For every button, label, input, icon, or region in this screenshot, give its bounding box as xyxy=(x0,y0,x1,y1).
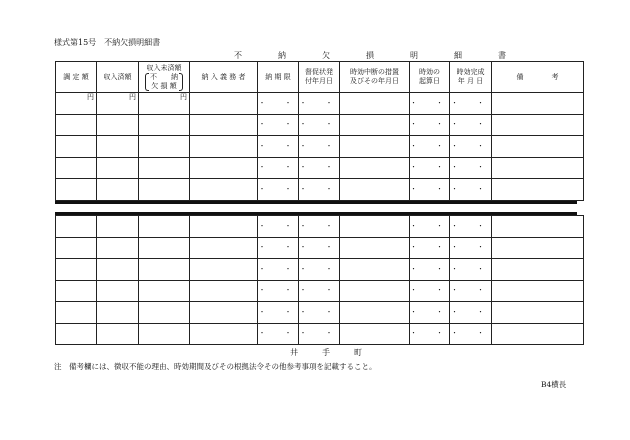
assessed-cell xyxy=(56,302,97,324)
uncollected-cell xyxy=(139,259,190,281)
header-limit-start-line2: 起算日 xyxy=(419,77,440,85)
interruption-cell xyxy=(340,114,410,136)
payer-cell xyxy=(190,93,258,115)
uncollected-cell xyxy=(139,323,190,345)
table-row xyxy=(56,280,584,302)
uncollected-cell xyxy=(139,302,190,324)
payer-cell xyxy=(190,237,258,259)
yen-unit-uncollected: 円 xyxy=(139,93,190,115)
reminder-date-cell: ・ ・ xyxy=(299,179,340,201)
remarks-cell xyxy=(492,259,584,281)
payer-cell xyxy=(190,136,258,158)
due-date-cell: ・ ・ xyxy=(258,216,299,238)
header-interrupt-line1: 時効中断の措置 xyxy=(350,68,399,76)
payer-cell xyxy=(190,259,258,281)
table-row xyxy=(56,157,584,179)
collected-cell xyxy=(97,179,139,201)
remarks-cell xyxy=(492,323,584,345)
assessed-cell xyxy=(56,280,97,302)
reminder-date-cell: ・ ・ xyxy=(299,136,340,158)
reminder-date-cell: ・ ・ xyxy=(299,302,340,324)
footnote: 注 備考欄には、徴収不能の理由、時効期間及びその根拠法令その他参考事項を記載すること。 xyxy=(54,362,377,371)
payer-cell xyxy=(190,280,258,302)
limit-end-cell: ・ ・ xyxy=(450,237,492,259)
uncollected-cell xyxy=(139,136,190,158)
due-date-cell: ・ ・ xyxy=(258,179,299,201)
collected-cell xyxy=(97,302,139,324)
header-uncollected-line2: 不 納 xyxy=(150,72,178,81)
table-row xyxy=(56,179,584,201)
town-name: 井 手 町 xyxy=(290,348,370,357)
collected-cell xyxy=(97,157,139,179)
table-row xyxy=(56,93,584,115)
payer-cell xyxy=(190,114,258,136)
header-limit-start xyxy=(410,62,450,93)
limit-start-cell: ・ ・ xyxy=(410,323,450,345)
assessed-cell xyxy=(56,259,97,281)
assessed-cell xyxy=(56,323,97,345)
header-limit-end-line1: 時効完成 xyxy=(456,68,485,76)
reminder-date-cell: ・ ・ xyxy=(299,280,340,302)
limit-start-cell: ・ ・ xyxy=(410,93,450,115)
limit-start-cell: ・ ・ xyxy=(410,302,450,324)
form-number: 様式第15号 不納欠損明細書 xyxy=(54,38,161,47)
remarks-cell xyxy=(492,157,584,179)
remarks-cell xyxy=(492,136,584,158)
header-interrupt-line2: 及びその年月日 xyxy=(350,77,399,85)
header-remarks: 備 考 xyxy=(492,62,584,93)
uncollected-cell xyxy=(139,157,190,179)
limit-start-cell: ・ ・ xyxy=(410,237,450,259)
limit-start-cell: ・ ・ xyxy=(410,157,450,179)
limit-end-cell: ・ ・ xyxy=(450,216,492,238)
interruption-cell xyxy=(340,302,410,324)
payer-cell xyxy=(190,302,258,324)
header-limit-end-line2: 年 月 日 xyxy=(457,77,484,85)
header-limit-start-line1: 時効の xyxy=(419,68,440,76)
header-reminder-date xyxy=(299,62,340,93)
uncollected-cell xyxy=(139,114,190,136)
collected-cell xyxy=(97,259,139,281)
limit-start-cell: ・ ・ xyxy=(410,216,450,238)
collected-cell xyxy=(97,237,139,259)
due-date-cell: ・ ・ xyxy=(258,302,299,324)
reminder-date-cell: ・ ・ xyxy=(299,93,340,115)
interruption-cell xyxy=(340,216,410,238)
header-interruption xyxy=(340,62,410,93)
due-date-cell: ・ ・ xyxy=(258,323,299,345)
collected-cell xyxy=(97,323,139,345)
payer-cell xyxy=(190,216,258,238)
limit-end-cell: ・ ・ xyxy=(450,259,492,281)
assessed-cell xyxy=(56,237,97,259)
interruption-cell xyxy=(340,136,410,158)
reminder-date-cell: ・ ・ xyxy=(299,237,340,259)
table-row xyxy=(56,302,584,324)
limit-start-cell: ・ ・ xyxy=(410,114,450,136)
payer-cell xyxy=(190,157,258,179)
limit-end-cell: ・ ・ xyxy=(450,157,492,179)
table-row xyxy=(56,323,584,345)
reminder-date-cell: ・ ・ xyxy=(299,323,340,345)
due-date-cell: ・ ・ xyxy=(258,280,299,302)
yen-unit-collected: 円 xyxy=(97,93,139,115)
payer-cell xyxy=(190,323,258,345)
interruption-cell xyxy=(340,179,410,201)
collected-cell xyxy=(97,280,139,302)
section-divider-line xyxy=(55,201,577,204)
uncollected-cell xyxy=(139,216,190,238)
assessed-cell xyxy=(56,114,97,136)
due-date-cell: ・ ・ xyxy=(258,259,299,281)
limit-end-cell: ・ ・ xyxy=(450,179,492,201)
limit-end-cell: ・ ・ xyxy=(450,93,492,115)
assessed-cell xyxy=(56,179,97,201)
limit-start-cell: ・ ・ xyxy=(410,136,450,158)
due-date-cell: ・ ・ xyxy=(258,93,299,115)
header-reminder-line1: 督促状発 xyxy=(305,68,333,76)
table-row xyxy=(56,136,584,158)
collected-cell xyxy=(97,136,139,158)
remarks-cell xyxy=(492,280,584,302)
reminder-date-cell: ・ ・ xyxy=(299,216,340,238)
header-uncollected-bracket xyxy=(145,73,183,91)
assessed-cell xyxy=(56,136,97,158)
header-row xyxy=(56,62,584,93)
assessed-cell xyxy=(56,157,97,179)
limit-start-cell: ・ ・ xyxy=(410,280,450,302)
reminder-date-cell: ・ ・ xyxy=(299,259,340,281)
paper-size-label: B4横長 xyxy=(541,380,567,389)
interruption-cell xyxy=(340,157,410,179)
header-collected: 収入済額 xyxy=(97,62,139,93)
uncollected-cell xyxy=(139,179,190,201)
interruption-cell xyxy=(340,93,410,115)
header-uncollected xyxy=(139,62,190,93)
uncollected-cell xyxy=(139,280,190,302)
interruption-cell xyxy=(340,280,410,302)
reminder-date-cell: ・ ・ xyxy=(299,114,340,136)
deficit-table-top xyxy=(55,61,584,201)
limit-start-cell: ・ ・ xyxy=(410,179,450,201)
reminder-date-cell: ・ ・ xyxy=(299,157,340,179)
limit-end-cell: ・ ・ xyxy=(450,302,492,324)
remarks-cell xyxy=(492,216,584,238)
payer-cell xyxy=(190,179,258,201)
due-date-cell: ・ ・ xyxy=(258,136,299,158)
limit-end-cell: ・ ・ xyxy=(450,136,492,158)
interruption-cell xyxy=(340,237,410,259)
interruption-cell xyxy=(340,323,410,345)
header-uncollected-line1: 収入未済額 xyxy=(146,63,182,72)
table-row xyxy=(56,216,584,238)
header-payer: 納 入 義 務 者 xyxy=(190,62,258,93)
due-date-cell: ・ ・ xyxy=(258,114,299,136)
limit-start-cell: ・ ・ xyxy=(410,259,450,281)
remarks-cell xyxy=(492,93,584,115)
due-date-cell: ・ ・ xyxy=(258,157,299,179)
limit-end-cell: ・ ・ xyxy=(450,114,492,136)
document-title: 不 納 欠 損 明 細 書 xyxy=(234,51,520,60)
table-row xyxy=(56,259,584,281)
table-row xyxy=(56,237,584,259)
table-row xyxy=(56,114,584,136)
remarks-cell xyxy=(492,179,584,201)
header-assessed: 調 定 額 xyxy=(56,62,97,93)
remarks-cell xyxy=(492,114,584,136)
header-reminder-line2: 付年月日 xyxy=(305,77,333,85)
yen-unit-assessed: 円 xyxy=(56,93,97,115)
limit-end-cell: ・ ・ xyxy=(450,280,492,302)
uncollected-cell xyxy=(139,237,190,259)
due-date-cell: ・ ・ xyxy=(258,237,299,259)
remarks-cell xyxy=(492,237,584,259)
collected-cell xyxy=(97,216,139,238)
header-due-date: 納 期 限 xyxy=(258,62,299,93)
header-limit-end xyxy=(450,62,492,93)
remarks-cell xyxy=(492,302,584,324)
header-uncollected-line3: 欠 損 額 xyxy=(151,81,177,90)
assessed-cell xyxy=(56,216,97,238)
collected-cell xyxy=(97,114,139,136)
deficit-table-bottom xyxy=(55,215,584,345)
interruption-cell xyxy=(340,259,410,281)
limit-end-cell: ・ ・ xyxy=(450,323,492,345)
